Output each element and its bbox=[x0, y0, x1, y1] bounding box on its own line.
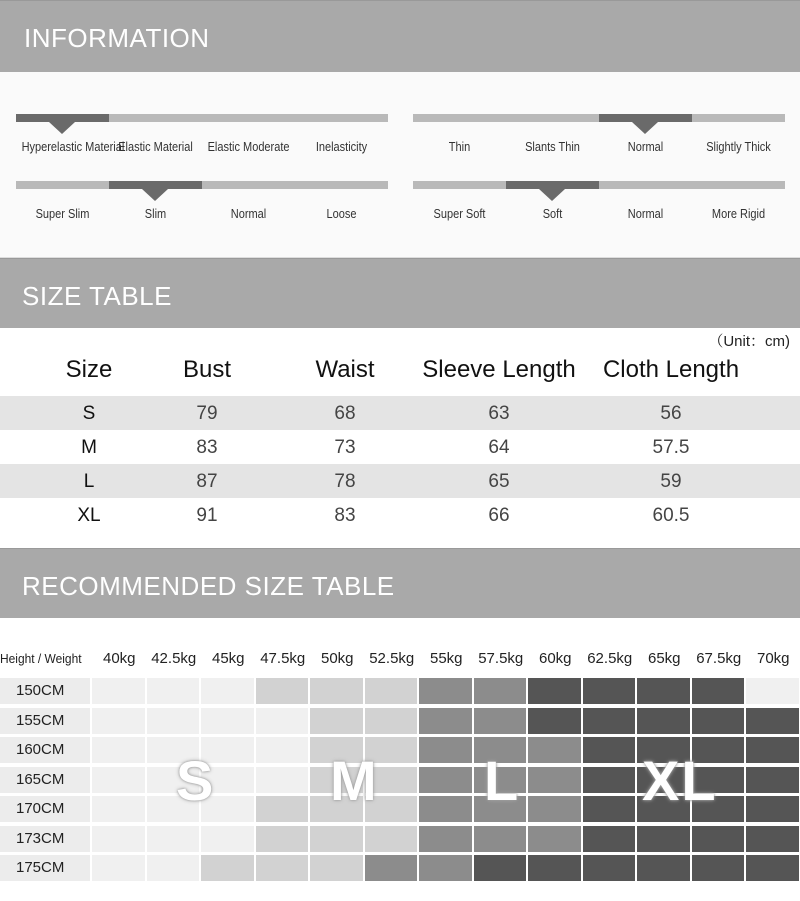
table-cell: L bbox=[83, 471, 95, 492]
size-table-header bbox=[0, 258, 800, 328]
scale-label: More Rigid bbox=[711, 207, 766, 221]
grid-cell bbox=[147, 678, 200, 704]
grid-cell bbox=[147, 855, 200, 881]
scale-selected-segment bbox=[109, 181, 202, 189]
grid-cell bbox=[583, 737, 636, 763]
grid-cell bbox=[92, 767, 145, 793]
grid-cell bbox=[365, 708, 418, 734]
scale-label: Normal bbox=[627, 207, 664, 221]
grid-cell bbox=[310, 855, 363, 881]
size-zone-label: XL bbox=[642, 749, 718, 812]
scale-label: Normal bbox=[230, 207, 267, 221]
grid-cell bbox=[419, 855, 472, 881]
size-zone-label: M bbox=[330, 749, 379, 812]
scale-label: Thin bbox=[448, 140, 471, 154]
height-label: 170CM bbox=[0, 796, 90, 822]
grid-cell bbox=[583, 767, 636, 793]
table-cell: S bbox=[82, 403, 96, 424]
grid-cell bbox=[201, 708, 254, 734]
table-row bbox=[0, 464, 800, 498]
weight-header: 62.5kg bbox=[587, 650, 633, 667]
column-header: Cloth Length bbox=[602, 356, 740, 383]
grid-cell bbox=[256, 767, 309, 793]
grid-cell bbox=[365, 678, 418, 704]
weight-header: 40kg bbox=[102, 650, 136, 667]
scale-selected-segment bbox=[16, 114, 109, 122]
table-cell: M bbox=[81, 437, 97, 458]
scale-bar bbox=[16, 181, 388, 189]
table-cell: 83 bbox=[334, 505, 356, 526]
information-panel bbox=[0, 72, 800, 258]
recommended-size-grid bbox=[0, 644, 800, 884]
scale-selected-segment bbox=[506, 181, 599, 189]
grid-cell bbox=[528, 855, 581, 881]
table-cell: 59 bbox=[660, 471, 682, 492]
column-header: Waist bbox=[315, 356, 375, 383]
table-cell: 66 bbox=[488, 505, 510, 526]
grid-cell bbox=[201, 855, 254, 881]
grid-cell bbox=[528, 737, 581, 763]
grid-cell bbox=[419, 796, 472, 822]
table-cell: 68 bbox=[334, 403, 356, 424]
grid-cell bbox=[310, 826, 363, 852]
grid-cell bbox=[147, 826, 200, 852]
grid-cell bbox=[637, 826, 690, 852]
grid-cell bbox=[310, 678, 363, 704]
table-cell: 57.5 bbox=[652, 437, 690, 458]
grid-cell bbox=[746, 826, 799, 852]
grid-cell bbox=[92, 796, 145, 822]
table-cell: 91 bbox=[196, 505, 218, 526]
height-label: 175CM bbox=[0, 855, 90, 881]
grid-cell bbox=[692, 678, 745, 704]
scale-pointer-icon bbox=[142, 189, 168, 201]
grid-cell bbox=[474, 678, 527, 704]
table-cell: 64 bbox=[488, 437, 510, 458]
grid-cell bbox=[637, 708, 690, 734]
table-row bbox=[0, 430, 800, 464]
column-header: Sleeve Length bbox=[422, 356, 576, 383]
grid-cell bbox=[637, 678, 690, 704]
grid-cell bbox=[474, 826, 527, 852]
grid-cell bbox=[201, 826, 254, 852]
table-cell: 83 bbox=[196, 437, 218, 458]
scale-label: Normal bbox=[627, 140, 664, 154]
scale-label: Hyperelastic Material bbox=[21, 140, 125, 154]
grid-cell bbox=[419, 708, 472, 734]
grid-cell bbox=[637, 855, 690, 881]
scale-label: Soft bbox=[542, 207, 563, 221]
height-weight-corner: Height / Weight bbox=[0, 651, 82, 666]
grid-cell bbox=[92, 855, 145, 881]
size-zone-label: S bbox=[176, 749, 216, 812]
height-label: 150CM bbox=[0, 678, 90, 704]
grid-cell bbox=[92, 678, 145, 704]
weight-header: 55kg bbox=[429, 650, 463, 667]
table-row bbox=[0, 396, 800, 430]
grid-cell bbox=[528, 708, 581, 734]
grid-cell bbox=[419, 767, 472, 793]
grid-cell bbox=[256, 796, 309, 822]
grid-cell bbox=[583, 826, 636, 852]
weight-header: 52.5kg bbox=[369, 650, 415, 667]
weight-header: 50kg bbox=[320, 650, 354, 667]
scale-bar bbox=[413, 181, 785, 189]
scale-label: Slim bbox=[144, 207, 167, 221]
grid-cell bbox=[256, 737, 309, 763]
scale-pointer-icon bbox=[632, 122, 658, 134]
weight-header: 45kg bbox=[211, 650, 245, 667]
table-row bbox=[0, 498, 800, 532]
grid-cell bbox=[746, 855, 799, 881]
grid-cell bbox=[147, 708, 200, 734]
recommended-title: RECOMMENDED SIZE TABLE bbox=[22, 571, 395, 601]
weight-header: 47.5kg bbox=[260, 650, 306, 667]
weight-header: 70kg bbox=[756, 650, 790, 667]
height-label: 155CM bbox=[0, 708, 90, 734]
grid-cell bbox=[256, 708, 309, 734]
table-cell: 87 bbox=[196, 471, 218, 492]
grid-cell bbox=[528, 767, 581, 793]
table-cell: 78 bbox=[334, 471, 356, 492]
column-header: Size bbox=[65, 356, 113, 383]
grid-cell bbox=[583, 855, 636, 881]
scale-label: Super Slim bbox=[35, 207, 90, 221]
unit-label: （Unit：cm) bbox=[708, 333, 790, 350]
weight-header: 60kg bbox=[538, 650, 572, 667]
grid-cell bbox=[583, 678, 636, 704]
weight-header: 57.5kg bbox=[478, 650, 524, 667]
grid-cell bbox=[583, 796, 636, 822]
grid-cell bbox=[92, 826, 145, 852]
grid-cell bbox=[256, 678, 309, 704]
grid-cell bbox=[474, 855, 527, 881]
grid-cell bbox=[365, 855, 418, 881]
grid-cell bbox=[201, 678, 254, 704]
weight-header: 42.5kg bbox=[151, 650, 197, 667]
grid-cell bbox=[365, 826, 418, 852]
grid-cell bbox=[746, 678, 799, 704]
grid-cell bbox=[419, 737, 472, 763]
grid-cell bbox=[92, 737, 145, 763]
table-cell: 79 bbox=[196, 403, 218, 424]
grid-cell bbox=[528, 826, 581, 852]
table-cell: XL bbox=[77, 505, 101, 526]
scale-label: Elastic Moderate bbox=[207, 140, 290, 154]
grid-cell bbox=[692, 855, 745, 881]
weight-header: 67.5kg bbox=[696, 650, 742, 667]
height-label: 160CM bbox=[0, 737, 90, 763]
size-zone-label: L bbox=[484, 749, 521, 812]
information-title: INFORMATION bbox=[24, 23, 210, 53]
scale-label: Slants Thin bbox=[525, 140, 580, 154]
grid-cell bbox=[256, 826, 309, 852]
table-cell: 65 bbox=[488, 471, 510, 492]
scale-pointer-icon bbox=[49, 122, 75, 134]
grid-cell bbox=[746, 737, 799, 763]
grid-cell bbox=[746, 708, 799, 734]
table-cell: 63 bbox=[488, 403, 510, 424]
scale-pointer-icon bbox=[539, 189, 565, 201]
size-table-title: SIZE TABLE bbox=[22, 281, 172, 311]
grid-cell bbox=[310, 708, 363, 734]
recommended-header bbox=[0, 548, 800, 618]
grid-cell bbox=[746, 767, 799, 793]
size-table-header-row bbox=[0, 346, 800, 396]
grid-cell bbox=[256, 855, 309, 881]
scale-label: Slightly Thick bbox=[706, 140, 771, 154]
information-header bbox=[0, 0, 800, 72]
scale-selected-segment bbox=[599, 114, 692, 122]
grid-cell bbox=[528, 796, 581, 822]
grid-cell bbox=[746, 796, 799, 822]
grid-cell bbox=[419, 678, 472, 704]
table-cell: 73 bbox=[334, 437, 356, 458]
scale-label: Loose bbox=[326, 207, 357, 221]
grid-cell bbox=[692, 826, 745, 852]
height-label: 165CM bbox=[0, 767, 90, 793]
height-label: 173CM bbox=[0, 826, 90, 852]
table-cell: 56 bbox=[660, 403, 682, 424]
column-header: Bust bbox=[182, 356, 232, 383]
scale-label: Inelasticity bbox=[315, 140, 368, 154]
grid-cell bbox=[474, 708, 527, 734]
table-cell: 60.5 bbox=[652, 505, 690, 526]
weight-header: 65kg bbox=[647, 650, 681, 667]
scale-label: Elastic Material bbox=[118, 140, 193, 154]
grid-cell bbox=[583, 708, 636, 734]
grid-cell bbox=[92, 708, 145, 734]
scale-label: Super Soft bbox=[433, 207, 486, 221]
grid-cell bbox=[692, 708, 745, 734]
grid-cell bbox=[528, 678, 581, 704]
grid-cell bbox=[419, 826, 472, 852]
